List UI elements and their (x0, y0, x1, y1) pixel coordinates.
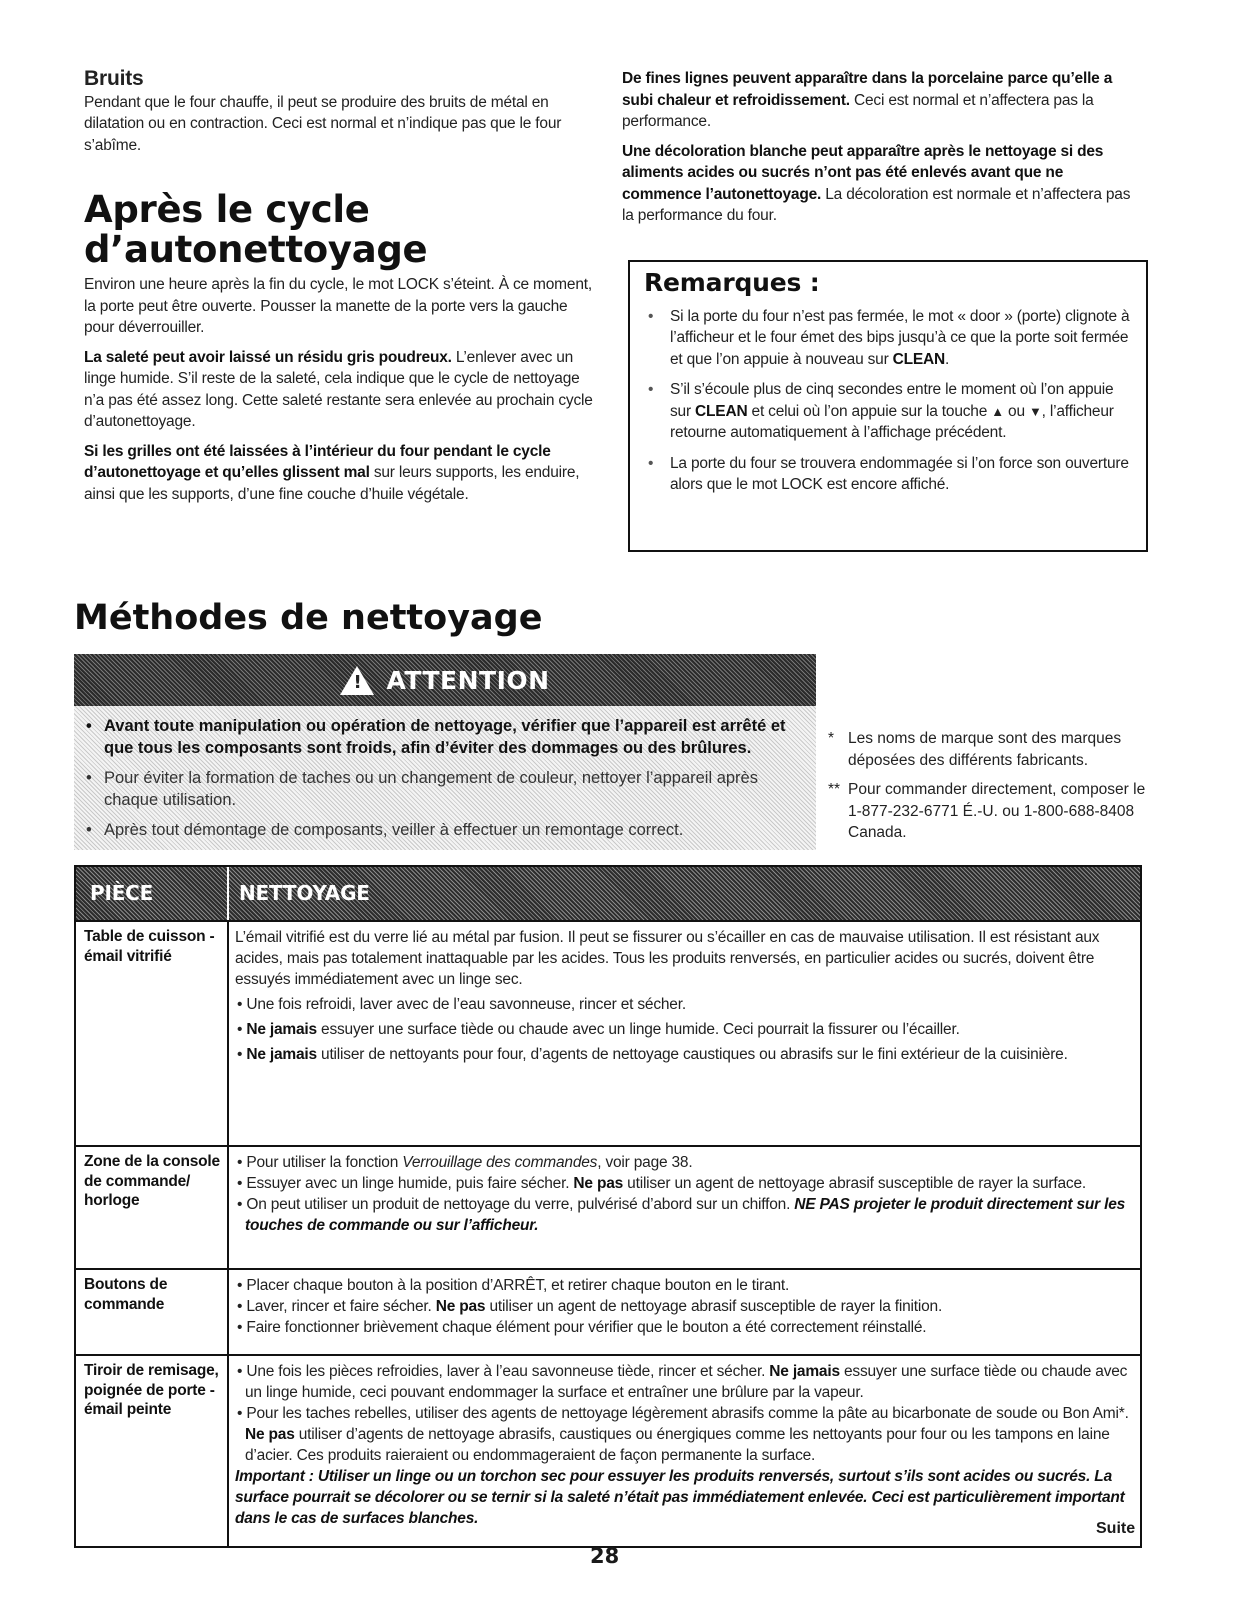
footnotes (828, 728, 1158, 852)
remarques-box (628, 260, 1148, 552)
remarque-item: • S’il s’écoule plus de cinq secondes entre le moment où l’on appuie sur CLEAN et celui où l’on appuie sur la touche ▲ ou ▼, l’afficheur retourne automatiquement à l’affichage précédent. (644, 379, 1132, 444)
footnote: ** Pour commander directement, composer le 1-877-232-6771 É.-U. ou 1-800-688-8408 Canada. (828, 781, 1146, 841)
lignes-text: Ceci est normal et n’affectera pas la performance. (622, 91, 1094, 130)
salete-text: L’enlever avec un linge humide. S’il reste de la saleté, cela indique que le cycle de nettoyage n’a pas été assez long. Cette saleté restante sera enlevée au prochain cycle d’autonettoyage. (84, 348, 593, 430)
table-row (76, 1354, 1140, 1546)
grilles-bold: Si les grilles ont été laissées à l’intérieur du four pendant le cycle d’autonettoyage et qu’elles glissent mal (84, 442, 551, 481)
footnote: * Les noms de marque sont des marques déposées des différents fabricants. (828, 730, 1122, 769)
remarques-title: Remarques : (644, 268, 820, 297)
row-piece: Boutons de commande (84, 1276, 168, 1313)
methodes-heading: Méthodes de nettoyage (74, 598, 543, 638)
row-piece: Table de cuisson - émail vitrifié (84, 928, 215, 965)
warning-triangle-icon: ! (340, 666, 374, 695)
table-row (76, 920, 1140, 1145)
header-piece: PIÈCE (90, 880, 154, 905)
row-nettoyage: L’émail vitrifié est du verre lié au métal par fusion. Il peut se fissurer ou s’écailler en cas de mauvaise utilisation. Il est résistant aux acides, mais pas totalement inattaquable par les acides. Tous les produits renversés, en particulier acides ou sucrés, doivent être essuyés immédiatement avec un linge sec. • Une fois refroidi, laver avec de l’eau savonneuse, rincer et sécher. • Ne jamais essuyer une surface tiède ou chaude avec un linge humide. Ceci pourrait la fissurer ou l’écailler. • Ne jamais utiliser de nettoyants pour four, d’agents de nettoyage caustiques ou abrasifs sur le fini extérieur de la cuisinière. (227, 922, 1140, 1145)
row-nettoyage: • Pour utiliser la fonction Verrouillage des commandes, voir page 38. • Essuyer avec un linge humide, puis faire sécher. Ne pas utiliser un agent de nettoyage abrasif susceptible de rayer la surface. • On peut utiliser un produit de nettoyage du verre, pulvérisé d’abord sur un chiffon. NE PAS projeter le produit directement sur les touches de commande ou sur l’afficheur. (227, 1147, 1140, 1268)
left-column (84, 68, 594, 513)
attention-header (74, 654, 816, 706)
lignes-paragraph (622, 68, 1142, 133)
remarque-item: • La porte du four se trouvera endommagée si l’on force son ouverture alors que le mot LOCK est encore affiché. (644, 453, 1132, 496)
up-arrow-icon: ▲ (991, 403, 1004, 419)
right-column (622, 68, 1142, 235)
down-arrow-icon: ▼ (1028, 403, 1042, 419)
header-nettoyage: NETTOYAGE (227, 867, 370, 920)
table-header (76, 867, 1140, 920)
attention-item: • Pour éviter la formation de taches ou un changement de couleur, nettoyer l’appareil après chaque utilisation. (82, 768, 806, 811)
apres-heading-line1: Après le cycle (84, 188, 370, 231)
cleaning-table (74, 865, 1142, 1548)
page-number: 28 (590, 1544, 620, 1568)
salete-bold: La saleté peut avoir laissé un résidu gris poudreux. (84, 348, 452, 366)
decoloration-text: La décoloration est normale et n’affectera pas la performance du four. (622, 185, 1131, 224)
decoloration-paragraph (622, 141, 1142, 227)
suite-label: Suite (1096, 1520, 1136, 1537)
table-row (76, 1145, 1140, 1268)
attention-box (74, 654, 816, 850)
apres-text: Environ une heure après la fin du cycle, le mot LOCK s’éteint. À ce moment, la porte peut être ouverte. Pousser la manette de la porte vers la gauche pour déverrouiller. (84, 276, 592, 336)
attention-label: ATTENTION (386, 665, 550, 695)
row-nettoyage: • Une fois les pièces refroidies, laver à l’eau savonneuse tiède, rincer et sécher. Ne jamais essuyer une surface tiède ou chaude avec un linge humide, ceci pouvant endommager la surface et entraîner une brûlure par la vapeur. • Pour les taches rebelles, utiliser des agents de nettoyage légèrement abrasifs comme la pâte au bicarbonate de soude ou Bon Ami*. Ne pas utiliser d’agents de nettoyage abrasifs, caustiques ou énergiques comme les nettoyants pour four ou les tampons en laine d’acier. Ces produits raieraient ou endommageraient de façon permanente la surface. Important : Utiliser un linge ou un torchon sec pour essuyer les produits renversés, surtout s’ils sont acides ou sucrés. La surface pourrait se décolorer ou se ternir si la saleté n’était pas immédiatement enlevée. Ceci est particulièrement important dans le cas de surfaces blanches. (227, 1356, 1140, 1546)
lignes-bold: De fines lignes peuvent apparaître dans la porcelaine parce qu’elle a subi chaleur et refroidissement. (622, 70, 1113, 109)
row-nettoyage: • Placer chaque bouton à la position d’ARRÊT, et retirer chaque bouton en le tirant. • Laver, rincer et faire sécher. Ne pas utiliser un agent de nettoyage abrasif susceptible de rayer la finition. • Faire fonctionner brièvement chaque élément pour vérifier que le bouton a été correctement réinstallé. (227, 1270, 1140, 1354)
apres-heading-line2: d’autonettoyage (84, 228, 428, 271)
grilles-paragraph (84, 441, 594, 506)
attention-item: • Après tout démontage de composants, veiller à effectuer un remontage correct. (82, 820, 806, 842)
attention-list (74, 706, 816, 842)
bruits-heading: Bruits (84, 67, 144, 90)
table-row (76, 1268, 1140, 1354)
grilles-text: sur leurs supports, les enduire, ainsi que les supports, d’une fine couche d’huile végétale. (84, 464, 580, 503)
row-piece: Tiroir de remisage, poignée de porte - émail peinte (84, 1362, 219, 1418)
remarques-list (644, 306, 1132, 496)
bruits-text: Pendant que le four chauffe, il peut se produire des bruits de métal en dilatation ou en contraction. Ceci est normal et n’indique pas que le four s’abîme. (84, 93, 562, 154)
row-piece: Zone de la console de commande/ horloge (84, 1153, 220, 1209)
attention-item: • Avant toute manipulation ou opération de nettoyage, vérifier que l’appareil est arrêté et que tous les composants sont froids, afin d’éviter des dommages ou des brûlures. (82, 716, 806, 759)
decoloration-bold: Une décoloration blanche peut apparaître après le nettoyage si des aliments acides ou sucrés n’ont pas été enlevés avant que ne commence l’autonettoyage. (622, 142, 1104, 203)
salete-paragraph (84, 347, 594, 433)
remarque-item: • Si la porte du four n’est pas fermée, le mot « door » (porte) clignote à l’afficheur et le four émet des bips jusqu’à ce que la porte soit fermée et que l’on appuie à nouveau sur CLEAN. (644, 306, 1132, 371)
